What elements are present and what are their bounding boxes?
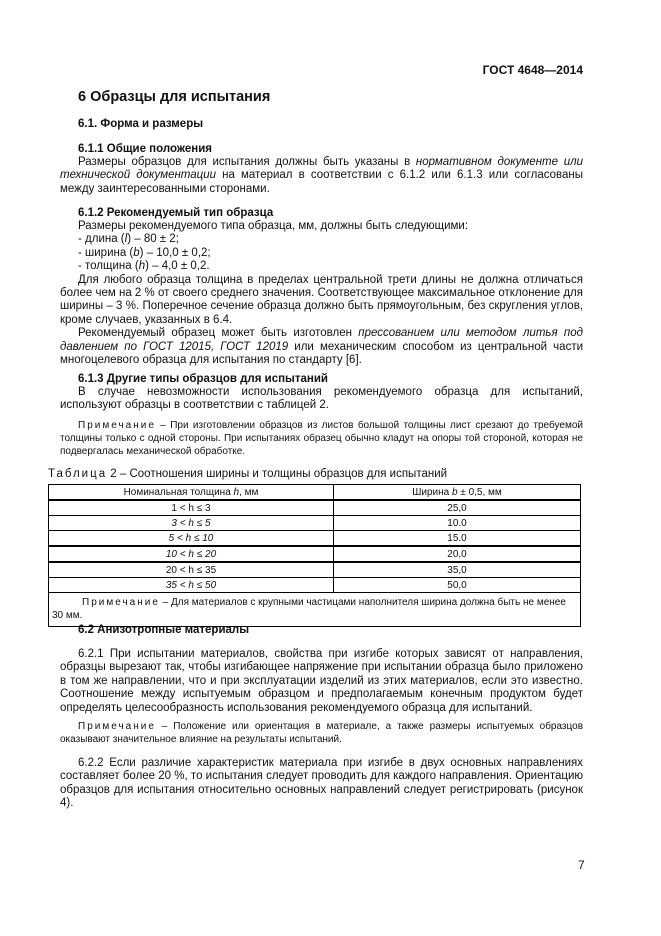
intro-text: Размеры рекомендуемого типа образца, мм, должны быть следующими:: [78, 220, 469, 232]
tolerance-paragraph: Для любого образца толщина в пределах центральной трети длины не должна отличаться более чем на 2 % от своего среднего значения. Соответствующее максимальное отклонение для ширины – 3 %. Поперечное сечение образца должно быть прямоугольным, без скругления углов, кроме случаев, указанных в 6.4.: [60, 273, 583, 326]
section-6-1-2-body: [60, 220, 583, 367]
list-item-width: - ширина (b) – 10,0 ± 0,2;: [78, 246, 211, 259]
section-6-1-title: 6.1. Форма и размеры: [78, 118, 204, 130]
col-width-header: Ширина b ± 0,5, мм: [334, 485, 581, 501]
table-row: 20 < h ≤ 35 35,0: [49, 562, 581, 578]
section-6-1-3-body: В случае невозможности использования рекомендуемого образца для испытаний, используют образцы в соответствии с таблицей 2.: [60, 386, 583, 412]
manufacture-paragraph: Рекомендуемый образец может быть изготовлен прессованием или методом литья под давлением по ГОСТ 12015, ГОСТ 12019 или механическим способом из центральной части многоцелевого образца для испытания по стандарту [6].: [60, 327, 584, 367]
section-6-1-1-title: 6.1.1 Общие положения: [78, 143, 213, 155]
list-item-thickness: - толщина (h) – 4,0 ± 0,2.: [78, 260, 210, 273]
section-6-2-title: 6.2 Анизотропные материалы: [78, 624, 250, 636]
section-6-1-1-body: Размеры образцов для испытания должны быть указаны в нормативном документе или технической документации на материал в соответствии с 6.1.2 или 6.1.3 или согласованы между заинтересованными сторонами.: [60, 156, 583, 195]
table-row: 10 < h ≤ 20 20,0: [49, 546, 581, 562]
list-item-length: - длина (l) – 80 ± 2;: [78, 233, 179, 246]
section-6-1-3-note: Примечание – При изготовлении образцов из листов большой толщины лист срезают до требуемой толщины только с одной стороны. При испытаниях образец обычно кладут на опоры той стороной, которая не подвергалась механической обработке.: [60, 420, 583, 457]
table-row: 5 < h ≤ 10 15.0: [49, 531, 581, 547]
section-6-2-1-body: 6.2.1 При испытании материалов, свойства при изгибе которых зависят от направления, образцы вырезают так, чтобы изгибающее напряжение при испытании образца было приложено в том же направлении, что и при эксплуатации изделий из этих материалов, если это известно. Соотношение между испытуемым образцом и предполагаемым конечным продуктом будет определять целесообразность использования рекомендуемого образца для испытаний.: [60, 648, 583, 714]
table-note: Примечание – Для материалов с крупными частицами наполнителя ширина должна быть не менее 30 мм.: [49, 593, 581, 627]
standard-number: ГОСТ 4648—2014: [482, 63, 583, 77]
col-thickness-header: Номинальная толщина h, мм: [49, 485, 334, 501]
section-6-2-note: Примечание – Положение или ориентация в материале, а также размеры испытуемых образцов оказывают значительное влияние на результаты испытаний.: [60, 721, 583, 745]
table-2: [48, 484, 581, 627]
page-number: 7: [578, 858, 585, 872]
section-6-title: 6 Образцы для испытания: [78, 89, 271, 105]
table-note-row: [49, 593, 581, 627]
table-header-row: [49, 485, 581, 501]
section-6-1-2-title: 6.1.2 Рекомендуемый тип образца: [78, 207, 274, 219]
table-2-caption: Таблица 2 – Соотношения ширины и толщины образцов для испытаний: [48, 468, 448, 480]
table-row: 35 < h ≤ 50 50,0: [49, 578, 581, 593]
section-6-2-2-body: 6.2.2 Если различие характеристик материала при изгибе в двух основных направлениях составляет более 20 %, то испытания следует проводить для каждого направления. Ориентацию образцов для испытания относительно основных направлений следует регистрировать (рисунок 4).: [60, 757, 583, 810]
table-row: 1 < h ≤ 3 25,0: [49, 500, 581, 516]
table-row: 3 < h ≤ 5 10.0: [49, 516, 581, 531]
section-6-1-3-title: 6.1.3 Другие типы образцов для испытаний: [78, 373, 328, 385]
